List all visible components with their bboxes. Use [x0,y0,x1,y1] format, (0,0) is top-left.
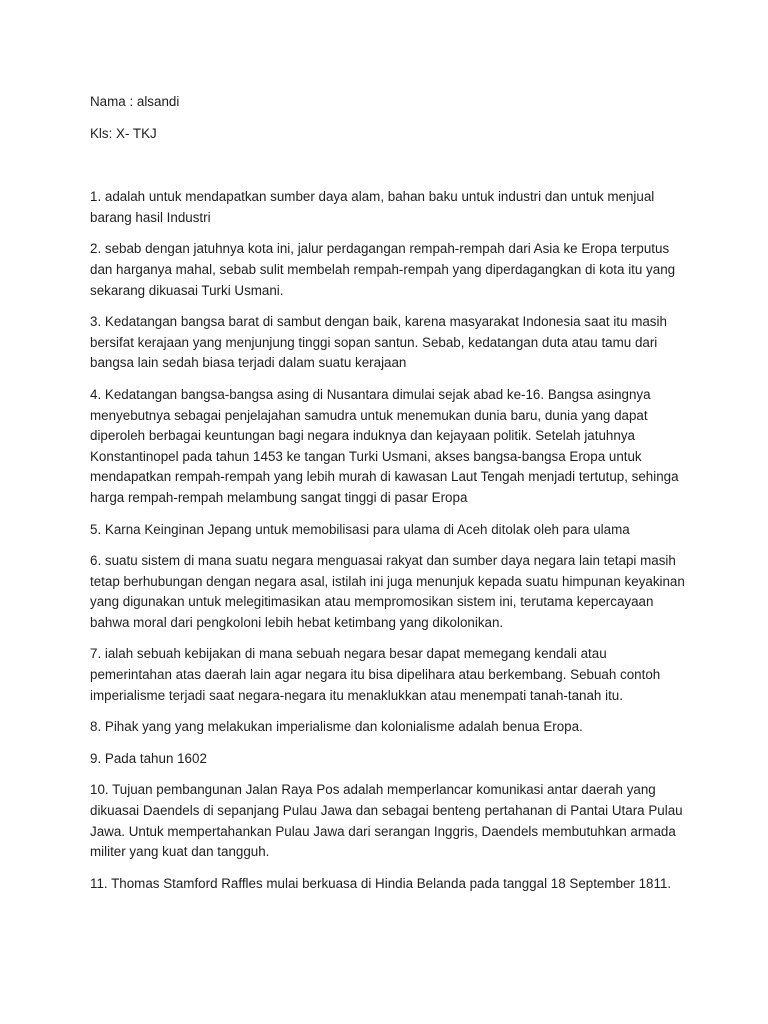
answer-4: 4. Kedatangan bangsa-bangsa asing di Nusantara dimulai sejak abad ke-16. Bangsa asingnya menyebutnya sebagai penjelajahan samudra untuk menemukan dunia baru, dunia yang dapat diperoleh berbagai keuntungan bagi negara induknya dan kejayaan politik. Setelah jatuhnya Konstantinopel pada tahun 1453 ke tangan Turki Usmani, akses bangsa-bangsa Eropa untuk mendapatkan rempah-rempah yang lebih murah di kawasan Laut Tengah menjadi tertutup, sehinga harga rempah-rempah melambung sangat tinggi di pasar Eropa [90,386,679,505]
student-name: Nama : alsandi [90,94,180,109]
answer-5: 5. Karna Keinginan Jepang untuk memobilisasi para ulama di Aceh ditolak oleh para ulama [90,521,630,537]
answer-2: 2. sebab dengan jatuhnya kota ini, jalur perdagangan rempah-rempah dari Asia ke Eropa terputus dan harganya mahal, sebab sulit membelah rempah-rempah yang diperdagangkan di kota itu yang sekarang dikuasai Turki Usmani. [90,241,676,298]
answer-6: 6. suatu sistem di mana suatu negara menguasai rakyat dan sumber daya negara lain tetapi masih tetap berhubungan dengan negara asal, istilah ini juga menunjuk kepada suatu himpunan keyakinan yang digunakan untuk melegitimasikan atau mempromosikan sistem ini, terutama kepercayaan bahwa moral dari pengkoloni lebih hebat ketimbang yang dikolonikan. [90,553,685,630]
document-body [90,92,690,905]
answer-9: 9. Pada tahun 1602 [90,750,207,766]
student-class: Kls: X- TKJ [90,125,157,141]
answer-10: 10. Tujuan pembangunan Jalan Raya Pos adalah memperlancar komunikasi antar daerah yang dikuasai Daendels di sepanjang Pulau Jawa dan sebagai benteng pertahanan di Pantai Utara Pulau Jawa. Untuk mempertahankan Pulau Jawa dari serangan Inggris, Daendels membutuhkan armada militer yang kuat dan tangguh. [90,782,683,860]
answer-1: 1. adalah untuk mendapatkan sumber daya alam, bahan baku untuk industri dan untuk menjual barang hasil Industri [90,189,655,225]
answer-7: 7. ialah sebuah kebijakan di mana sebuah negara besar dapat memegang kendali atau pemerintahan atas daerah lain agar negara itu bisa dipelihara atau berkembang. Sebuah contoh imperialisme terjadi saat negara-negara itu menaklukkan atau menempati tanah-tanah itu. [90,646,661,703]
answer-3: 3. Kedatangan bangsa barat di sambut dengan baik, karena masyarakat Indonesia saat itu masih bersifat kerajaan yang menjunjung tinggi sopan santun. Sebab, kedatangan duta atau tamu dari bangsa lain sedah biasa terjadi dalam suatu kerajaan [90,314,667,371]
answer-11: 11. Thomas Stamford Raffles mulai berkuasa di Hindia Belanda pada tanggal 18 September 1811. [90,875,672,891]
answer-8: 8. Pihak yang yang melakukan imperialisme dan kolonialisme adalah benua Eropa. [90,719,583,735]
